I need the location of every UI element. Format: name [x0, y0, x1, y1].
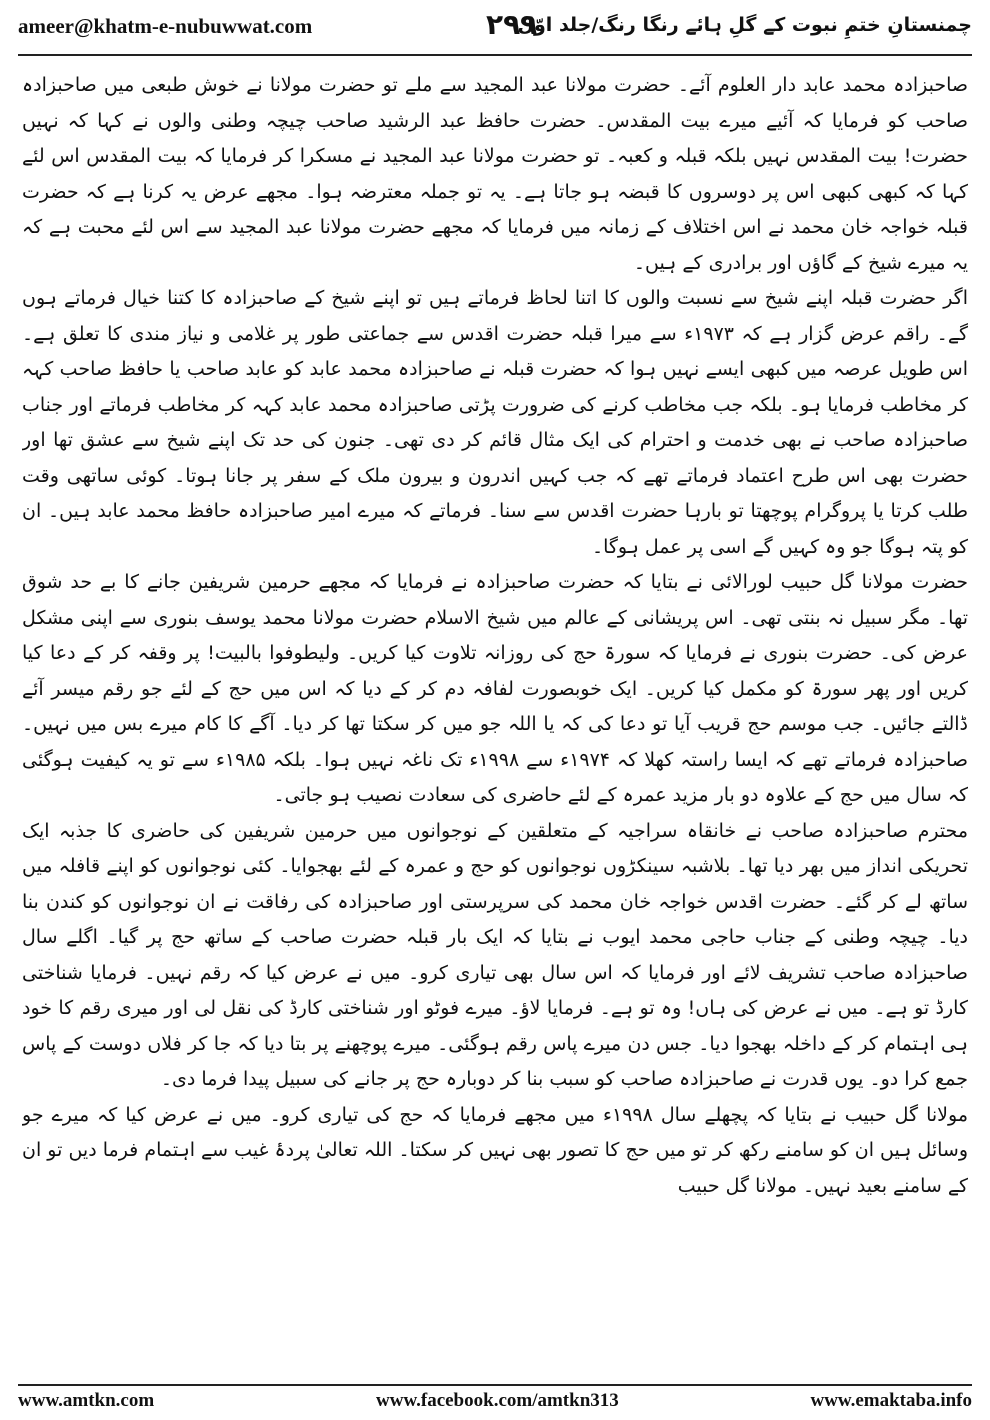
- header-email[interactable]: ameer@khatm-e-nubuwwat.com: [18, 14, 313, 38]
- paragraph-5: مولانا گل حبیب نے بتایا کہ پچھلے سال ۱۹۹۸ء میں مجھے فرمایا کہ حج کی تیاری کرو۔ میں نے عرض کیا کہ میرے جو وسائل ہیں ان کو سامنے رکھ کر تو میں حج کا تصور بھی نہیں کر سکتا۔ اللہ تعالیٰ پردۂ غیب سے اہتمام فرما دیں تو ان کے سامنے بعید نہیں۔ مولانا گل حبیب: [22, 1103, 968, 1197]
- paragraph-2: اگر حضرت قبلہ اپنے شیخ سے نسبت والوں کا اتنا لحاظ فرماتے ہیں تو اپنے شیخ کے صاحبزادہ کا کتنا خیال فرماتے ہوں گے۔ راقم عرض گزار ہے کہ ۱۹۷۳ء سے میرا قبلہ حضرت اقدس سے جماعتی طور پر غلامی و نیاز مندی کا تعلق ہے۔ اس طویل عرصہ میں کبھی ایسے نہیں ہوا کہ حضرت قبلہ نے صاحبزادہ محمد عابد کو عابد صاحب یا حافظ صاحب کہہ کر مخاطب فرمایا ہو۔ بلکہ جب مخاطب کرنے کی ضرورت پڑتی صاحبزادہ محمد عابد کہہ کر مخاطب فرماتے اور جناب صاحبزادہ صاحب نے بھی خدمت و احترام کی ایک مثال قائم کر دی تھی۔ جنون کی حد تک اپنے شیخ سے عشق تھا اور حضرت بھی اس طرح اعتماد فرماتے تھے کہ جب کہیں اندرون و بیرون ملک کے سفر پر جانا ہوتا۔ کوئی ساتھی وقت طلب کرتا یا پروگرام پوچھتا تو بارہا حضرت اقدس سے سنا۔ فرماتے کہ میرے امیر صاحبزادہ حافظ محمد عابد ہیں۔ ان کو پتہ ہوگا جو وہ کہیں گے اسی پر عمل ہوگا۔: [22, 287, 968, 558]
- footer-link-amtkn[interactable]: www.amtkn.com: [18, 1390, 155, 1411]
- page-body: [22, 68, 968, 1374]
- page-header: [18, 8, 972, 54]
- book-title: چمنستانِ ختمِ نبوت کے گلِ ہائے رنگا رنگ/جلد اوّل: [517, 14, 972, 36]
- page-footer: [18, 1388, 972, 1416]
- paragraph-4: محترم صاحبزادہ صاحب نے خانقاہ سراجیہ کے متعلقین کے نوجوانوں میں حرمین شریفین کی حاضری کا جذبہ ایک تحریکی انداز میں بھر دیا تھا۔ بلاشبہ سینکڑوں نوجوانوں کو حج و عمرہ کے لئے بھجوایا۔ کئی نوجوانوں کو اپنے قافلہ میں ساتھ لے کر گئے۔ حضرت اقدس خواجہ خان محمد کی سرپرستی اور صاحبزادہ کی رفاقت نے ان نوجوانوں کو کندن بنا دیا۔ چیچہ وطنی کے جناب حاجی محمد ایوب نے بتایا کہ ایک بار قبلہ حضرت صاحب کے ساتھ حج پر گیا۔ اگلے سال صاحبزادہ صاحب تشریف لائے اور فرمایا کہ اس سال بھی تیاری کرو۔ میں نے عرض کیا کہ رقم نہیں۔ فرمایا شناختی کارڈ تو ہے۔ میں نے عرض کی ہاں! وہ تو ہے۔ فرمایا لاؤ۔ میرے فوٹو اور شناختی کارڈ کی نقل لی اور میری رقم کا خود ہی اہتمام کر کے داخلہ بھجوا دیا۔ جس دن میرے پاس رقم ہوگئی۔ میرے پوچھنے پر بتا دیا کہ جا کر فلاں دوست کے پاس جمع کرا دو۔ یوں قدرت نے صاحبزادہ صاحب کو سبب بنا کر دوبارہ حج پر جانے کی سبیل پیدا فرما دی۔: [22, 819, 968, 1090]
- paragraph-3: حضرت مولانا گل حبیب لورالائی نے بتایا کہ حضرت صاحبزادہ نے فرمایا کہ مجھے حرمین شریفین جانے کا بے حد شوق تھا۔ مگر سبیل نہ بنتی تھی۔ اس پریشانی کے عالم میں شیخ الاسلام حضرت مولانا محمد یوسف بنوری سے اپنی مشکل عرض کی۔ حضرت بنوری نے فرمایا کہ سورۃ حج کی روزانہ تلاوت کیا کریں۔ ولیطوفوا بالبیت! پر وقفہ کر کے دعا کیا کریں اور پھر سورۃ کو مکمل کیا کریں۔ ایک خوبصورت لفافہ دم کر کے دیا کہ اس میں حج کے لئے جو رقم میسر آئے ڈالتے جائیں۔ جب موسم حج قریب آیا تو دعا کی کہ یا اللہ جو میں کر سکتا تھا کر دیا۔ آگے کا کام میرے بس میں نہیں۔ صاحبزادہ فرماتے تھے کہ ایسا راستہ کھلا کہ ۱۹۷۴ء سے ۱۹۹۸ء تک ناغہ نہیں ہوا۔ بلکہ ۱۹۸۵ء سے تو یہ کیفیت ہوگئی کہ سال میں حج کے علاوہ دو بار مزید عمرہ کے لئے حاضری کی سعادت نصیب ہو جاتی۔: [22, 571, 968, 806]
- footer-link-emaktaba[interactable]: www.emaktaba.info: [810, 1390, 972, 1411]
- header-divider: [18, 54, 972, 56]
- page-number: ۲۹۹: [486, 8, 538, 41]
- footer-link-facebook[interactable]: www.facebook.com/amtkn313: [376, 1390, 619, 1411]
- paragraph-1: صاحبزادہ محمد عابد دار العلوم آئے۔ حضرت مولانا عبد المجید سے ملے تو حضرت مولانا نے خوش طبعی میں صاحبزادہ صاحب کو فرمایا کہ آئیے میرے بیت المقدس۔ حضرت حافظ عبد الرشید صاحب چیچہ وطنی والوں نے کہا کہ نہیں حضرت! بیت المقدس نہیں بلکہ قبلہ و کعبہ۔ تو حضرت مولانا عبد المجید نے مسکرا کر فرمایا کہ بیت المقدس اس لئے کہا کہ کبھی کبھی اس پر دوسروں کا قبضہ ہو جاتا ہے۔ یہ تو جملہ معترضہ ہوا۔ مجھے عرض یہ کرنا ہے کہ حضرت قبلہ خواجہ خان محمد نے اس اختلاف کے زمانہ میں فرمایا کہ مجھے حضرت مولانا عبد المجید سے اس لئے محبت ہے کہ یہ میرے شیخ کے گاؤں اور برادری کے ہیں۔: [22, 74, 968, 274]
- footer-divider: [18, 1384, 972, 1386]
